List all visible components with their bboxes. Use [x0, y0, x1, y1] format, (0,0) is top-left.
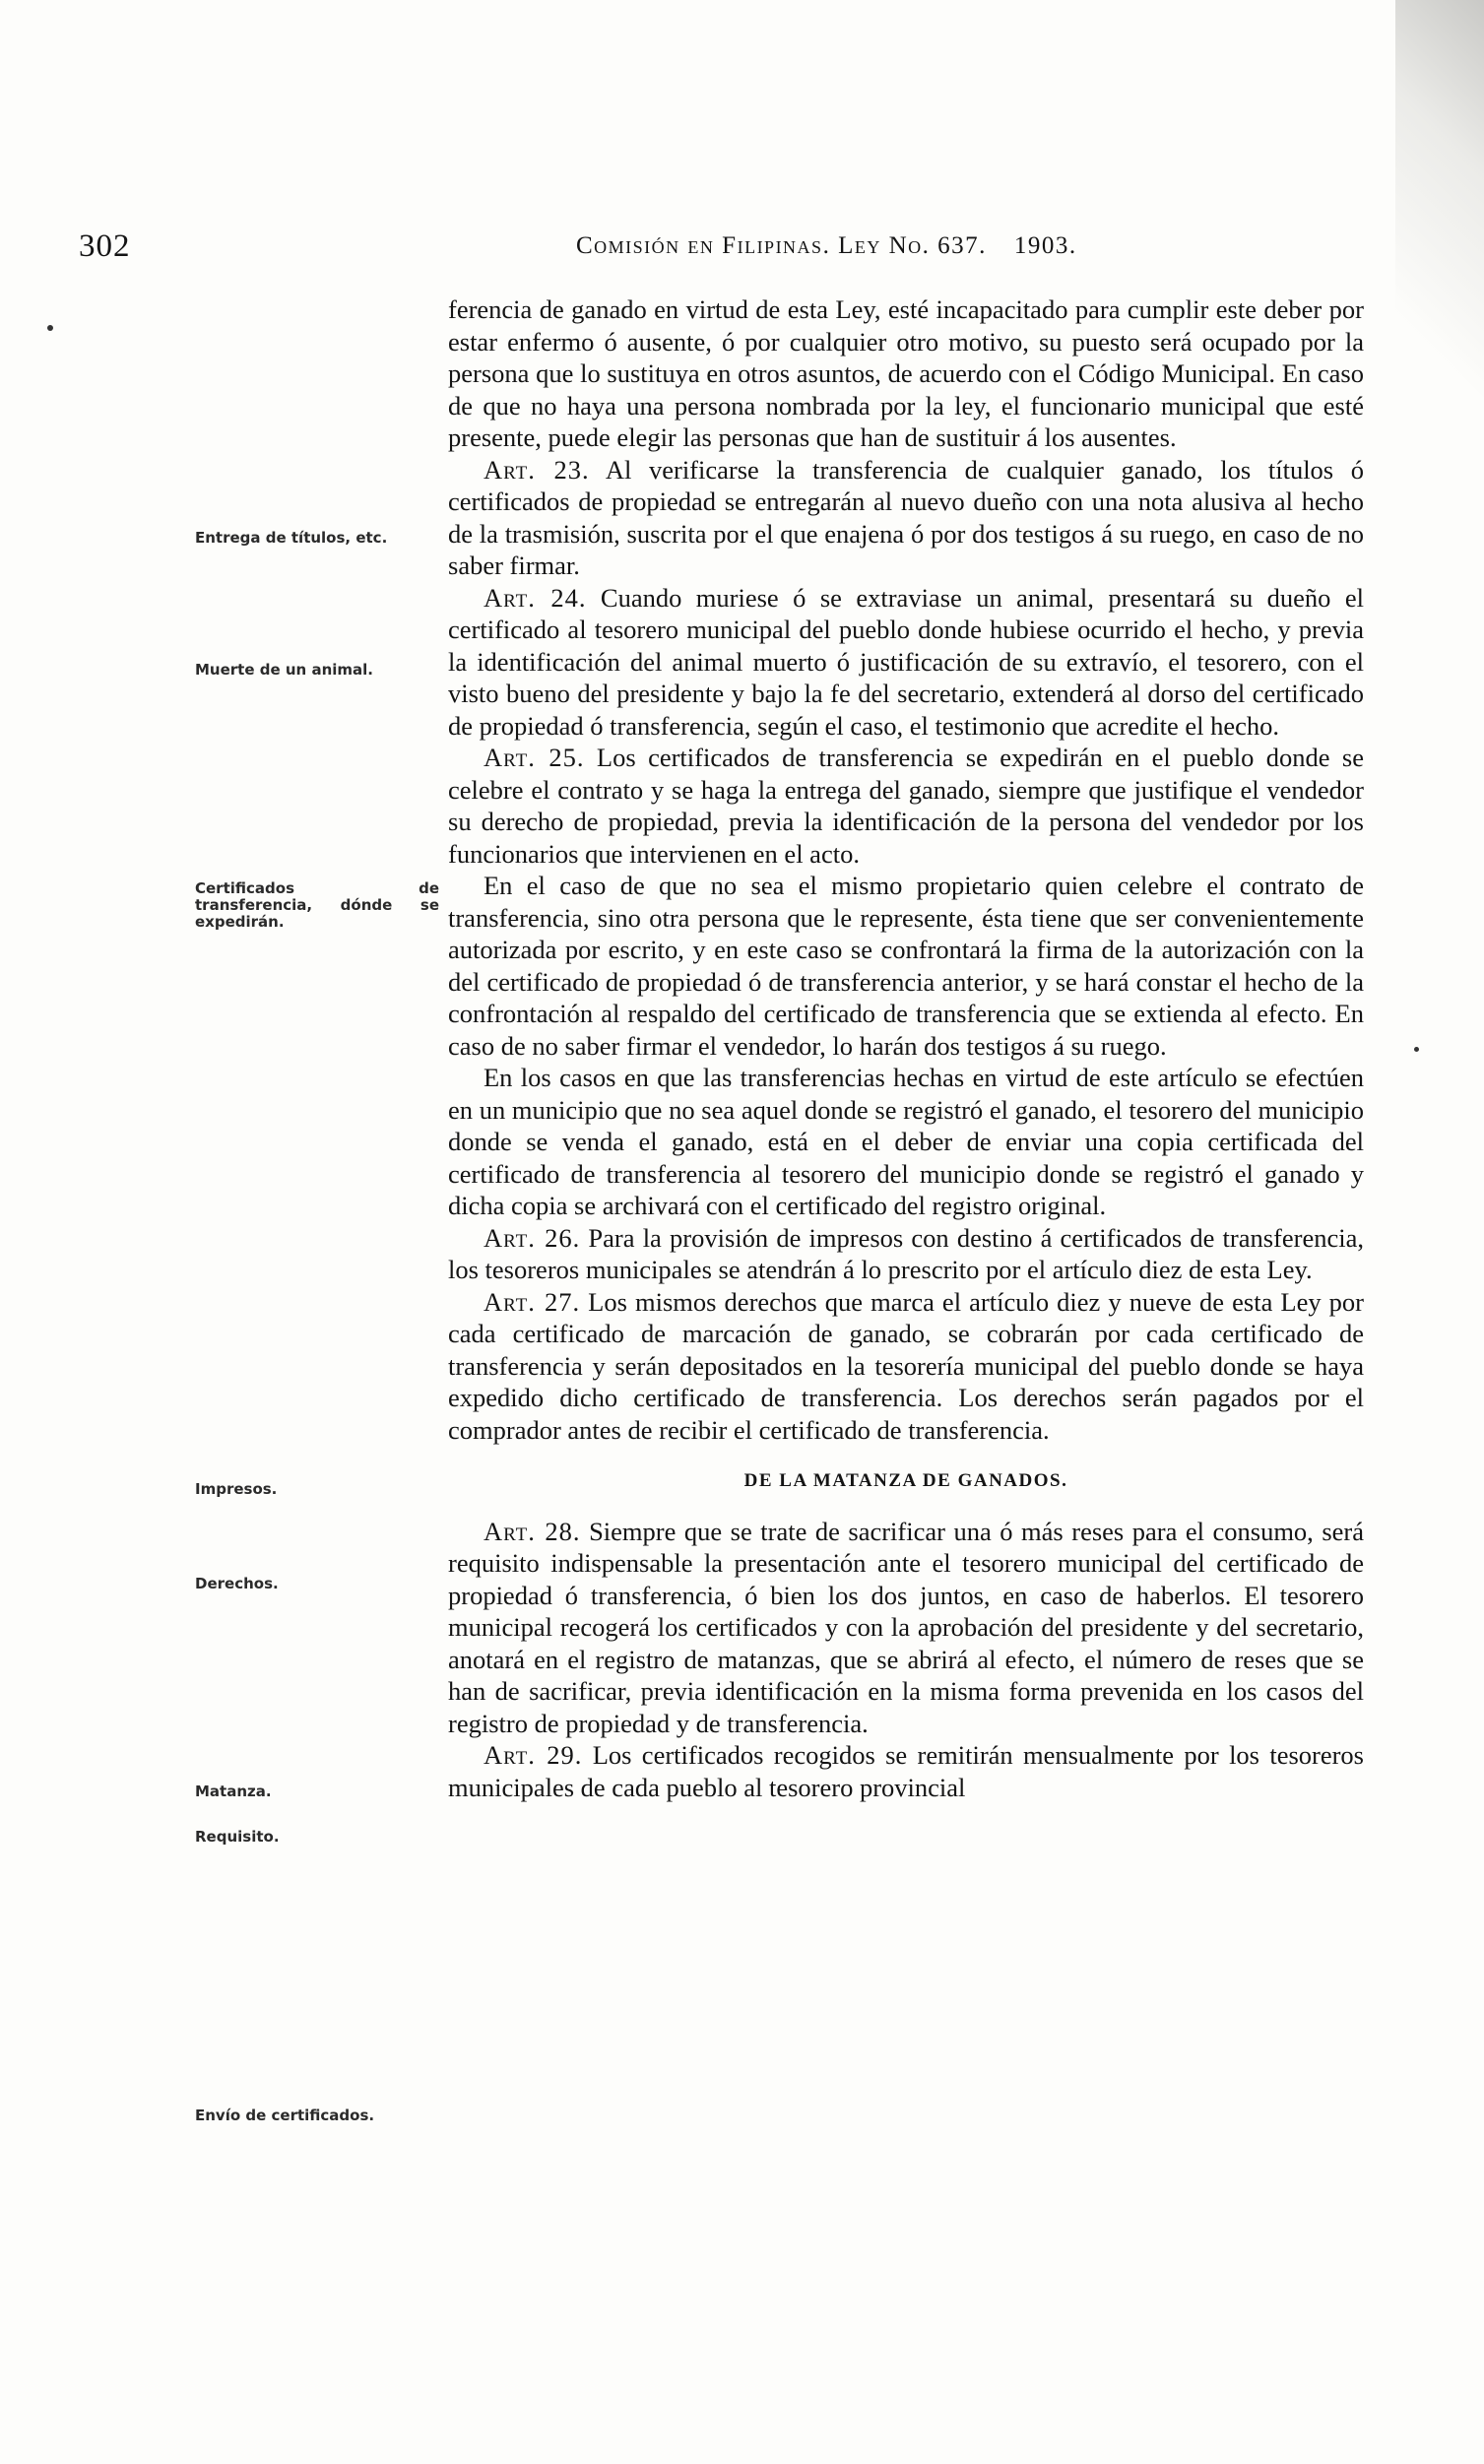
- article-26: [448, 1222, 1364, 1286]
- running-head-title: Comisión en Filipinas. Ley No. 637.: [576, 232, 987, 259]
- margin-note-requisito: Requisito.: [195, 1828, 280, 1846]
- article-24: [448, 582, 1364, 743]
- margin-note-entrega-titulos: Entrega de títulos, etc.: [195, 529, 388, 547]
- article-text: Cuando muriese ó se extraviase un animal, presentará su dueño el certificado al tesorero municipal del pueblo donde hubiese ocurrido el hecho, y previa la identificación del animal muerto ó justificación de su extravío, el tesorero, con el visto bueno del presidente y bajo la fe del secretario, extenderá al dorso del certificado de propiedad ó transferencia, según el caso, el testimonio que acredite el hecho.: [448, 582, 1364, 741]
- page-header: [79, 228, 1369, 268]
- section-heading: DE LA MATANZA DE GANADOS.: [743, 1470, 1068, 1491]
- paragraph-continuation: ferencia de ganado en virtud de esta Ley, esté incapacitado para cumplir este deber por estar enfermo ó ausente, ó por cualquier otro motivo, su puesto será ocupado por la persona que lo sustituya en otros asuntos, de acuerdo con el Código Municipal. En caso de que no haya una persona nombrada por la ley, el funcionario municipal que esté presente, puede elegir las personas que han de sustituir á los ausentes.: [448, 294, 1364, 452]
- article-label: Art. 23.: [484, 454, 590, 485]
- margin-note-envio-certificados: Envío de certificados.: [195, 2107, 375, 2124]
- ink-speck: [47, 325, 53, 331]
- article-text: Para la provisión de impresos con destino á certificados de transferencia, los tesoreros municipales se atendrán á lo prescrito por el artículo diez de esta Ley.: [448, 1222, 1364, 1284]
- article-label: Art. 25.: [484, 743, 585, 772]
- article-25: [448, 742, 1364, 870]
- article-text: Siempre que se trate de sacrificar una ó más reses para el consumo, será requisito indispensable la presentación ante el tesorero municipal del certificado de propiedad ó transferencia, ó bien los dos juntos, en caso de haberlos. El tesorero municipal recogerá los certificados y con la aprobación del presidente y del secretario, anotará en el registro de matanzas, que se abrirá al efecto, el número de reses que se han de sacrificar, previa identificación en la misma forma prevenida en los casos del registro de propiedad y de transferencia.: [448, 1516, 1364, 1738]
- page-edge-shadow: [1395, 0, 1484, 414]
- body-text: [448, 293, 1364, 1803]
- article-25-paragraph-2: En el caso de que no sea el mismo propietario quien celebre el contrato de transferencia, sino otra persona que le represente, ésta tiene que ser convenientemente autorizada por escrito, y en este caso se confrontará la firma de la autorización con la del certificado de propiedad ó de transferencia anterior, y se hará constar el hecho de la confrontación al respaldo del certificado de transferencia que se extienda al efecto. En caso de no saber firmar el vendedor, lo harán dos testigos á su ruego.: [448, 871, 1364, 1061]
- margin-note-impresos: Impresos.: [195, 1480, 278, 1498]
- article-text: Los certificados recogidos se remitirán mensualmente por los tesoreros municipales de cada pueblo al tesorero provincial: [448, 1740, 1364, 1802]
- margin-note-muerte-animal: Muerte de un animal.: [195, 661, 373, 679]
- article-text: Al verificarse la transferencia de cualquier ganado, los títulos ó certificados de propiedad se entregarán al nuevo dueño con una nota alusiva al hecho de la trasmisión, suscrita por el que enajena ó por dos testigos á su ruego, en caso de no saber firmar.: [448, 454, 1365, 580]
- margin-note-derechos: Derechos.: [195, 1575, 279, 1592]
- article-label: Art. 26.: [484, 1222, 581, 1253]
- article-29: [448, 1739, 1364, 1803]
- article-text: Los certificados de transferencia se expedirán en el pueblo donde se celebre el contrato y se haga la entrega del ganado, siempre que justifique el vendedor su derecho de propiedad, previa la identificación de la persona del vendedor por los funcionarios que intervienen en el acto.: [448, 743, 1365, 869]
- article-27: [448, 1286, 1364, 1447]
- running-head-year: 1903.: [1013, 232, 1077, 259]
- article-28: [448, 1516, 1364, 1740]
- article-label: Art. 24.: [484, 582, 587, 613]
- margin-note-certificados-transferencia: Certificados de transferencia, dónde se expedirán.: [195, 879, 439, 931]
- article-label: Art. 27.: [484, 1286, 581, 1317]
- margin-note-matanza: Matanza.: [195, 1783, 272, 1800]
- article-text: Los mismos derechos que marca el artículo diez y nueve de esta Ley por cada certificado de marcación de ganado, se cobrarán por cada certificado de transferencia y serán depositados en la tesorería municipal del pueblo donde se haya expedido dicho certificado de transferencia. Los derechos serán pagados por el comprador antes de recibir el certificado de transferencia.: [448, 1286, 1365, 1445]
- ink-speck: [1414, 1047, 1419, 1052]
- article-25-paragraph-3: En los casos en que las transferencias hechas en virtud de este artículo se efectúen en un municipio que no sea aquel donde se registró el ganado, el tesorero del municipio donde se venda el ganado, está en el deber de enviar una copia certificada del certificado de transferencia al tesorero del municipio donde se registró el ganado y dicha copia se archivará con el certificado del registro original.: [448, 1063, 1364, 1220]
- running-head: [576, 232, 1077, 260]
- article-label: Art. 29.: [484, 1740, 583, 1770]
- article-label: Art. 28.: [484, 1516, 581, 1546]
- article-23: [448, 454, 1364, 582]
- page-number: 302: [79, 228, 131, 264]
